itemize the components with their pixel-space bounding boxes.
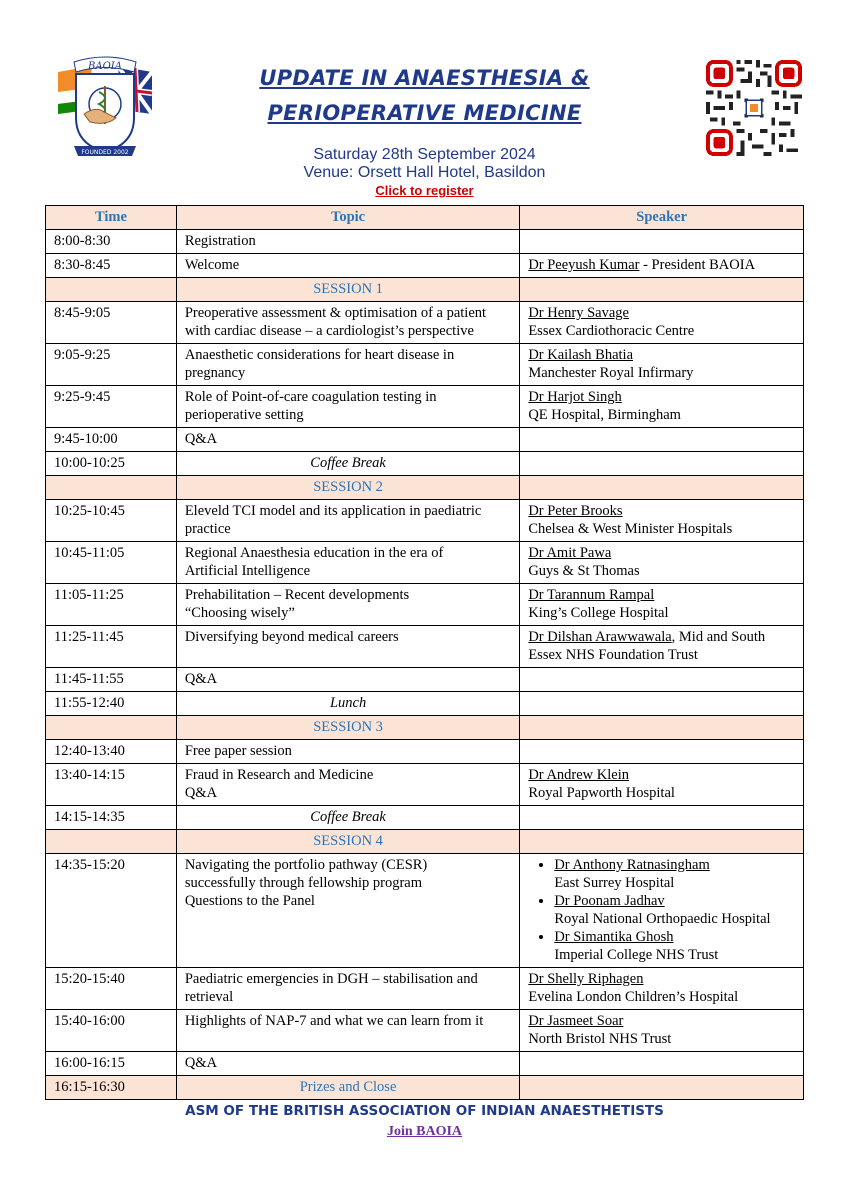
speaker-cell xyxy=(520,500,804,542)
col-header-time: Time xyxy=(46,206,177,230)
logo-founded: FOUNDED 2002 xyxy=(81,149,129,156)
topic-cell: Diversifying beyond medical careers xyxy=(176,626,519,668)
speaker-name: • Dr Anthony Ratnasingham xyxy=(554,857,710,873)
topic-cell: Q&A xyxy=(176,1052,519,1076)
table-row xyxy=(46,692,804,716)
session-label: SESSION 4 xyxy=(176,830,519,854)
topic-line: Regional Anaesthesia education in the era of xyxy=(184,545,444,561)
speaker-note: , Mid and South xyxy=(671,629,766,645)
speaker-cell xyxy=(520,386,804,428)
schedule-table xyxy=(45,205,804,1100)
speaker-org: Essex NHS Foundation Trust xyxy=(528,647,698,663)
topic-cell: Q&A xyxy=(176,428,519,452)
table-row xyxy=(46,1076,804,1100)
speaker-cell xyxy=(520,626,804,668)
footer-asm: ASM OF THE BRITISH ASSOCIATION OF INDIAN ANAESTHETISTS xyxy=(185,1103,664,1119)
topic-cell xyxy=(176,302,519,344)
speaker-name: • Dr Simantika Ghosh xyxy=(554,929,674,945)
topic-cell xyxy=(176,344,519,386)
table-row xyxy=(46,1052,804,1076)
panel-item xyxy=(554,856,795,892)
time-cell: 9:25-9:45 xyxy=(46,386,177,428)
topic-cell: Free paper session xyxy=(176,740,519,764)
session-row xyxy=(46,830,804,854)
speaker-org: Imperial College NHS Trust xyxy=(554,947,719,963)
speaker-org: North Bristol NHS Trust xyxy=(528,1031,672,1047)
topic-line: with cardiac disease – a cardiologist’s perspective xyxy=(184,323,474,339)
panel-item xyxy=(554,928,795,964)
table-row xyxy=(46,764,804,806)
time-cell: 15:40-16:00 xyxy=(46,1010,177,1052)
table-row xyxy=(46,500,804,542)
speaker-org: Chelsea & West Minister Hospitals xyxy=(528,521,733,537)
speaker-cell xyxy=(520,254,804,278)
table-row xyxy=(46,542,804,584)
topic-cell xyxy=(176,764,519,806)
speaker-cell xyxy=(520,584,804,626)
table-row xyxy=(46,1010,804,1052)
time-cell: 10:45-11:05 xyxy=(46,542,177,584)
time-cell: 14:15-14:35 xyxy=(46,806,177,830)
speaker-name: Dr Henry Savage xyxy=(528,305,629,321)
time-cell: 11:55-12:40 xyxy=(46,692,177,716)
session-row xyxy=(46,278,804,302)
topic-line: Eleveld TCI model and its application in paediatric xyxy=(184,503,482,519)
speaker-name: Dr Kailash Bhatia xyxy=(528,347,634,363)
topic-line: Fraud in Research and Medicine xyxy=(184,767,374,783)
panel-list xyxy=(528,856,795,964)
speaker-name: Dr Dilshan Arawwawala xyxy=(528,629,672,645)
topic-line: Prehabilitation – Recent developments xyxy=(184,587,410,603)
topic-line: pregnancy xyxy=(184,365,246,381)
topic-line: Questions to the Panel xyxy=(184,893,315,909)
topic-line: retrieval xyxy=(184,989,234,1005)
time-cell: 15:20-15:40 xyxy=(46,968,177,1010)
topic-line: Role of Point-of-care coagulation testing in xyxy=(184,389,437,405)
topic-cell xyxy=(176,542,519,584)
speaker-name: Dr Amit Pawa xyxy=(528,545,612,561)
event-title-line2: PERIOPERATIVE MEDICINE xyxy=(267,101,582,125)
table-row xyxy=(46,230,804,254)
table-row xyxy=(46,626,804,668)
time-cell: 14:35-15:20 xyxy=(46,854,177,968)
topic-cell xyxy=(176,854,519,968)
topic-line: “Choosing wisely” xyxy=(184,605,295,621)
table-row xyxy=(46,302,804,344)
speaker-org: Evelina London Children’s Hospital xyxy=(528,989,739,1005)
logo-text: BAOIA xyxy=(88,61,122,72)
speaker-cell xyxy=(520,854,804,968)
speaker-cell xyxy=(520,542,804,584)
session-row xyxy=(46,476,804,500)
speaker-name: Dr Jasmeet Soar xyxy=(528,1013,624,1029)
topic-line: Navigating the portfolio pathway (CESR) xyxy=(184,857,428,873)
time-cell: 8:45-9:05 xyxy=(46,302,177,344)
topic-line: Q&A xyxy=(184,785,218,801)
speaker-cell xyxy=(520,764,804,806)
session-label: SESSION 2 xyxy=(176,476,519,500)
speaker-cell xyxy=(520,968,804,1010)
table-row xyxy=(46,854,804,968)
topic-cell: Registration xyxy=(176,230,519,254)
speaker-note: - President BAOIA xyxy=(639,257,756,273)
time-cell: 11:45-11:55 xyxy=(46,668,177,692)
speaker-name: Dr Shelly Riphagen xyxy=(528,971,644,987)
topic-line: perioperative setting xyxy=(184,407,304,423)
time-cell: 8:30-8:45 xyxy=(46,254,177,278)
speaker-name: Dr Peter Brooks xyxy=(528,503,623,519)
speaker-cell xyxy=(520,1010,804,1052)
break-cell: Coffee Break xyxy=(176,452,519,476)
table-row xyxy=(46,740,804,764)
topic-cell xyxy=(176,584,519,626)
speaker-org: QE Hospital, Birmingham xyxy=(528,407,681,423)
event-venue: Venue: Orsett Hall Hotel, Basildon xyxy=(303,164,546,181)
topic-line: Anaesthetic considerations for heart disease in xyxy=(184,347,455,363)
topic-cell: Highlights of NAP-7 and what we can learn from it xyxy=(176,1010,519,1052)
topic-cell: Prizes and Close xyxy=(176,1076,519,1100)
col-header-speaker: Speaker xyxy=(520,206,804,230)
event-date: Saturday 28th September 2024 xyxy=(313,146,536,163)
speaker-name: Dr Tarannum Rampal xyxy=(528,587,655,603)
session-label: SESSION 3 xyxy=(176,716,519,740)
table-row xyxy=(46,452,804,476)
register-link[interactable]: Click to register xyxy=(375,183,474,198)
table-row xyxy=(46,584,804,626)
time-cell: 9:45-10:00 xyxy=(46,428,177,452)
speaker-name: Dr Peeyush Kumar xyxy=(528,257,640,273)
table-row xyxy=(46,386,804,428)
topic-line: Paediatric emergencies in DGH – stabilisation and xyxy=(184,971,478,987)
session-row xyxy=(46,716,804,740)
speaker-name: Dr Harjot Singh xyxy=(528,389,622,405)
topic-cell: Q&A xyxy=(176,668,519,692)
speaker-cell xyxy=(520,230,804,254)
time-cell: 11:05-11:25 xyxy=(46,584,177,626)
table-row xyxy=(46,344,804,386)
speaker-org: King’s College Hospital xyxy=(528,605,669,621)
speaker-org: Manchester Royal Infirmary xyxy=(528,365,694,381)
topic-cell xyxy=(176,386,519,428)
topic-line: successfully through fellowship program xyxy=(184,875,423,891)
join-link[interactable]: Join BAOIA xyxy=(386,1124,463,1139)
speaker-org: Royal Papworth Hospital xyxy=(528,785,675,801)
time-cell: 10:00-10:25 xyxy=(46,452,177,476)
speaker-org: Guys & St Thomas xyxy=(528,563,640,579)
speaker-name: • Dr Poonam Jadhav xyxy=(554,893,665,909)
session-label: SESSION 1 xyxy=(176,278,519,302)
time-cell: 11:25-11:45 xyxy=(46,626,177,668)
event-title-line1: UPDATE IN ANAESTHESIA & xyxy=(259,66,590,90)
break-cell: Coffee Break xyxy=(176,806,519,830)
col-header-topic: Topic xyxy=(176,206,519,230)
time-cell: 13:40-14:15 xyxy=(46,764,177,806)
table-row xyxy=(46,254,804,278)
speaker-org: Essex Cardiothoracic Centre xyxy=(528,323,695,339)
speaker-cell xyxy=(520,344,804,386)
speaker-org: Royal National Orthopaedic Hospital xyxy=(554,911,771,927)
topic-cell xyxy=(176,968,519,1010)
speaker-cell xyxy=(520,302,804,344)
time-cell: 16:00-16:15 xyxy=(46,1052,177,1076)
time-cell: 16:15-16:30 xyxy=(46,1076,177,1100)
panel-item xyxy=(554,892,795,928)
topic-cell xyxy=(176,500,519,542)
time-cell: 10:25-10:45 xyxy=(46,500,177,542)
time-cell: 9:05-9:25 xyxy=(46,344,177,386)
topic-line: Preoperative assessment & optimisation of a patient xyxy=(184,305,487,321)
table-row xyxy=(46,428,804,452)
speaker-org: East Surrey Hospital xyxy=(554,875,675,891)
time-cell: 12:40-13:40 xyxy=(46,740,177,764)
break-cell: Lunch xyxy=(176,692,519,716)
speaker-name: Dr Andrew Klein xyxy=(528,767,629,783)
topic-line: practice xyxy=(184,521,231,537)
topic-line: Artificial Intelligence xyxy=(184,563,311,579)
time-cell: 8:00-8:30 xyxy=(46,230,177,254)
table-header-row xyxy=(46,206,804,230)
table-row xyxy=(46,806,804,830)
topic-cell: Welcome xyxy=(176,254,519,278)
table-row xyxy=(46,968,804,1010)
table-row xyxy=(46,668,804,692)
